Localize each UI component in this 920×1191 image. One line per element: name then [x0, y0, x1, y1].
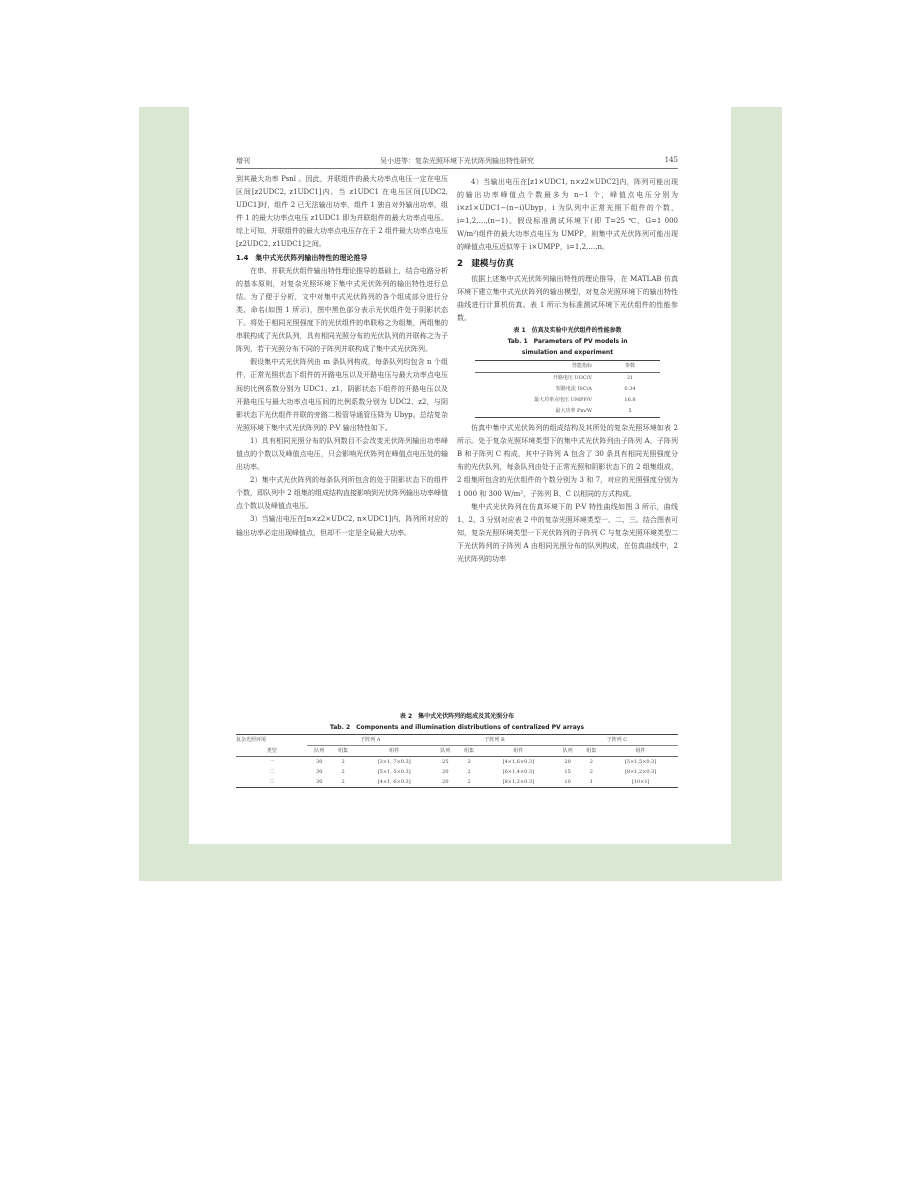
table-cell: 16.8	[624, 397, 636, 404]
section-heading: 1.4 集中式光伏阵列输出特性的理论推导	[236, 253, 368, 262]
components-table	[236, 734, 678, 788]
column-header: 组件	[481, 746, 556, 757]
column-header: 组件	[355, 746, 433, 757]
list-item: 2）集中式光伏阵列的每条队列所包含的处于阴影状态下的组件个数，即队列中 2 组集的组成结构直接影响到光伏阵列输出功率峰值点个数以及峰值点电压。	[236, 476, 448, 511]
running-header	[236, 156, 678, 169]
table-row	[475, 406, 660, 418]
table-cell: 2	[589, 769, 593, 775]
list-item: 3）当输出电压在[n×z2×UDC2, n×UDC1]内，阵列所对应的输出功率必定出现峰值点，但却不一定是全局最大功率。	[236, 515, 448, 537]
table-cell: 0.34	[624, 386, 636, 393]
list-item: 1）具有相同光照分布的队列数目不会改变光伏阵列输出功率峰值点的个数以及峰值点电压，只会影响光伏阵列在峰值点电压处的输出功率。	[236, 436, 448, 472]
left-column	[236, 173, 448, 540]
column-header: 性能指标	[475, 361, 600, 373]
table-1	[457, 325, 678, 418]
table-row	[475, 395, 660, 406]
table-cell: 30	[316, 769, 323, 775]
column-header: 复杂光照环境	[236, 735, 307, 746]
table-cell: [4×1, 6×0.3]	[355, 777, 433, 788]
right-column	[457, 176, 678, 566]
table-cell: 三	[236, 777, 307, 788]
table-cell: [8×1,2×0.3]	[624, 769, 657, 775]
table-cell: 20	[442, 769, 449, 775]
table-cell: 10	[556, 777, 580, 788]
header-left: 增刊	[236, 157, 250, 165]
table-cell: 最大功率 Pm/W	[475, 406, 600, 418]
section-heading: 2 建模与仿真	[457, 258, 514, 269]
table-cell: 2	[331, 777, 355, 788]
table-cell: 开路电压 UOC/V	[552, 375, 592, 382]
table-caption-en-2: simulation and experiment	[521, 349, 614, 357]
table-cell: 最大功率点电压 UMPP/V	[534, 397, 592, 404]
table-row	[475, 373, 660, 385]
table-cell: [8×1,2×0.3]	[481, 777, 556, 788]
table-cell: 30	[307, 777, 331, 788]
column-header: 组集	[457, 746, 481, 757]
table-row	[236, 767, 678, 777]
table-cell: 21	[626, 375, 634, 382]
table-cell: [3×1, 7×0.3]	[377, 759, 411, 765]
table-2	[236, 711, 678, 788]
table-caption-cn: 表 1 仿真及实验中光伏组件的性能参数	[513, 327, 622, 335]
table-cell: 1	[579, 777, 603, 788]
page-number: 145	[664, 156, 678, 164]
parameters-table	[475, 360, 660, 418]
column-header: 队列	[433, 746, 457, 757]
table-cell: 2	[589, 759, 593, 765]
column-header: 队列	[307, 746, 331, 757]
table-cell: 5	[600, 406, 660, 418]
table-row	[475, 384, 660, 395]
table-cell: [5×1,5×0.3]	[624, 759, 657, 765]
column-header: 组集	[331, 746, 355, 757]
document-page	[189, 107, 731, 844]
paragraph: 到其最大功率 Psnl 。因此，并联组件的最大功率点电压一定在电压区间[z2UDC2, z1UDC1]内。当 z1UDC1 在电压区间[UDC2, UDC1]时，组件 2 已无法输出功率，组件 1 独自对外输出功率，组件 1 的最大功率点电压 z1UDC1 即为并联组件的最大功率点电压。综上可知，并联组件的最大功率点电压存在于 2 组件最大功率点电压[z2UDC2, z1UDC1]之间。	[236, 175, 448, 249]
table-cell: 短路电流 ISC/A	[555, 386, 592, 393]
list-item: 4）当输出电压在[z1×UDC1, n×z2×UDC2]内，阵列可能出现的输出功率峰值点个数最多为 n−1 个，峰值点电压分别为 i×z1×UDC1−(n−i)Ubyp，i 为队列中正常光照下组件的个数，i=1,2,…,(n−1)。假设标准测试环境下(即 T=25 ℃、G=1 000 W/m²)组件的最大功率点电压为 UMPP，则集中式光伏阵列可能出现的峰值点电压近似等于 i×UMPP，i=1,2,…,n。	[457, 178, 678, 252]
header-title: 吴小进等：复杂光照环境下光伏阵列输出特性研究	[380, 157, 534, 165]
paragraph: 假设集中式光伏阵列由 m 条队列构成，每条队列均包含 n 个组件，正常光照状态下组件的开路电压以及开路电压与最大功率点电压间的比例系数分别为 UDC1、z1，阴影状态下组件的开路电压以及开路电压与最大功率点电压间的比例系数分别为 UDC2、z2，与阴影状态下光伏组件并联的旁路二极管导通管压降为 Ubyp。总结复杂光照环境下集中式光伏阵列的 P-V 输出特性如下。	[236, 358, 448, 432]
column-header: 组件	[603, 746, 678, 757]
table-cell: [6×1,4×0.3]	[502, 769, 535, 775]
column-header: 队列	[556, 746, 580, 757]
table-caption-en: Tab. 2 Components and illumination distributions of centralized PV arrays	[329, 724, 585, 731]
paragraph: 仿真中集中式光伏阵列的组成结构及其所处的复杂光照环境如表 2 所示。处于复杂光照环境类型下的集中式光伏阵列由子阵列 A、子阵列 B 和子阵列 C 构成，其中子阵列 A 包含了 30 条具有相同光照强度分布的光伏队列，每条队列由处于正常光照和阴影状态下的 2 组集组成，2 组集所包含的光伏组件的个数分别为 3 和 7，对应的光照强度分别为 1 000 和 300 W/m²，子阵列 B、C 以相同的方式构成。	[457, 424, 678, 498]
group-header-b: 子阵列 B	[433, 735, 555, 746]
table-cell: 20	[564, 759, 571, 765]
paragraph: 集中式光伏阵列在仿真环境下的 P-V 特性曲线如图 3 所示，曲线 1、2、3 分别对应表 2 中的复杂光照环境类型一、二、三。结合图表可知，复杂光照环境类型一下光伏阵列的子阵列 C 与复杂光照环境类型二下光伏阵列的子阵列 A 由相同光照分布的队列构成，在仿真曲线中，2 光伏阵列的功率	[457, 502, 678, 563]
table-cell: 2	[341, 759, 345, 765]
paragraph: 依据上述集中式光伏阵列输出特性的理论推导，在 MATLAB 仿真环境下建立集中式光伏阵列的输出模型，对复杂光照环境下的输出特性曲线进行计算机仿真。表 1 所示为标准测试环境下光伏组件的性能参数。	[457, 274, 678, 322]
table-cell: 一	[269, 759, 275, 765]
table-cell: 30	[316, 759, 323, 765]
table-cell: 2	[457, 777, 481, 788]
table-cell: 2	[467, 769, 471, 775]
column-header: 参数	[600, 361, 660, 373]
paragraph: 在串、并联光伏组件输出特性理论推导的基础上，结合电路分析的基本原则，对复杂光照环境下集中式光伏阵列的输出特性进行总结。为了便于分析，文中对集中式光伏阵列的各个组成部分进行分类、命名(如图 1 所示)，图中黑色部分表示光伏组件处于阴影状态下。将处于相同光照强度下的光伏组件的串联称之为组集，两组集的串联构成了光伏队列，具有相同光照分布的光伏队列的并联称之为子阵列，若干光照分布不同的子阵列并联构成了集中式光伏阵列。	[236, 266, 448, 354]
table-caption-cn: 表 2 集中式光伏阵列的组成及其光照分布	[399, 713, 515, 720]
table-cell: 20	[433, 777, 457, 788]
table-caption-en: Tab. 1 Parameters of PV models in	[507, 338, 628, 346]
table-cell: [10×1]	[603, 777, 678, 788]
table-row	[236, 757, 678, 768]
table-cell: [5×1, 5×0.3]	[377, 769, 411, 775]
column-header: 组集	[579, 746, 603, 757]
table-cell: [4×1,6×0.3]	[502, 759, 535, 765]
table-cell: 2	[467, 759, 471, 765]
table-cell: 25	[442, 759, 449, 765]
group-header-c: 子阵列 C	[556, 735, 678, 746]
table-cell: 15	[564, 769, 571, 775]
table-row	[236, 777, 678, 788]
table-cell: 2	[341, 769, 345, 775]
group-header-a: 子阵列 A	[307, 735, 433, 746]
column-header: 类型	[236, 746, 307, 757]
table-cell: 二	[269, 769, 275, 775]
